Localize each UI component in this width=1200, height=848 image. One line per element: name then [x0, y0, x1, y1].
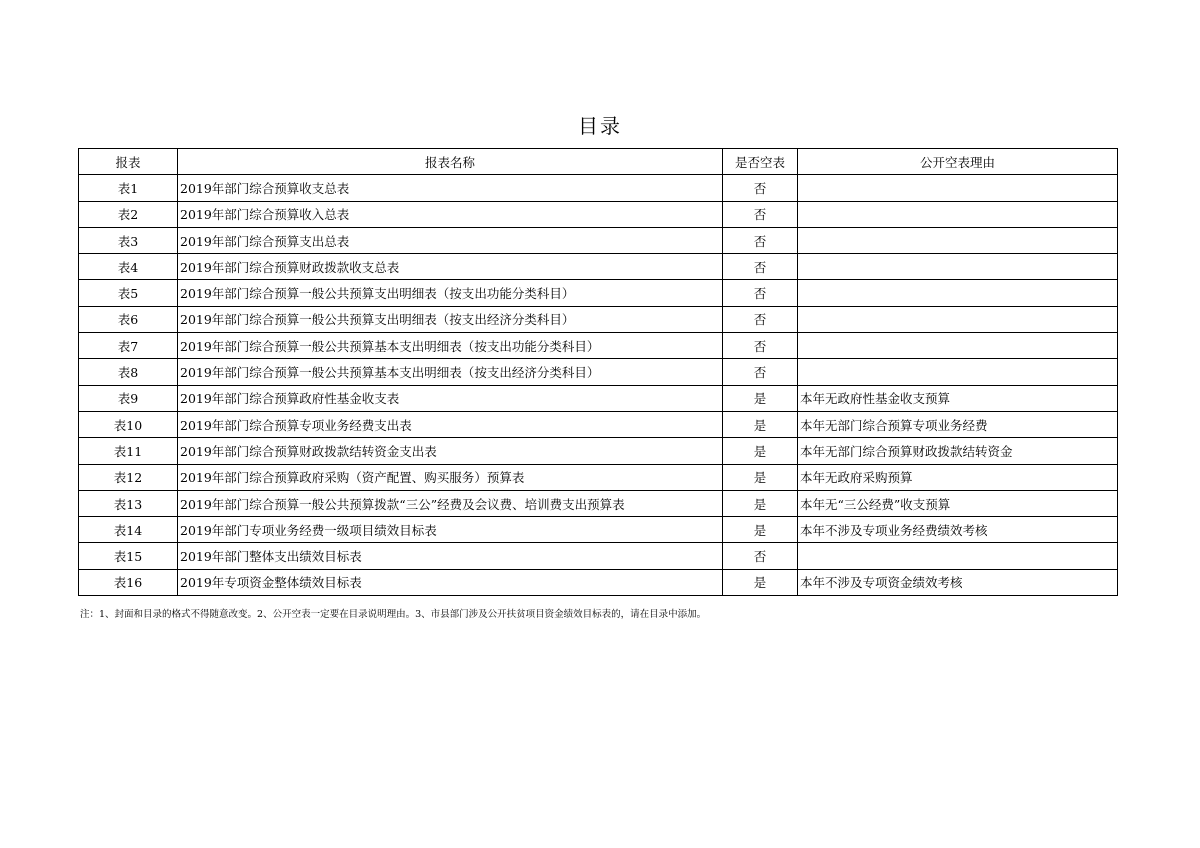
cell-report-name: 2019年部门综合预算收入总表	[178, 201, 723, 227]
cell-empty-reason	[798, 175, 1118, 201]
table-row	[79, 280, 1118, 306]
cell-empty-reason: 本年无政府采购预算	[798, 464, 1118, 490]
cell-report-id: 表8	[79, 359, 178, 385]
cell-report-name: 2019年部门综合预算一般公共预算拨款“三公”经费及会议费、培训费支出预算表	[178, 490, 723, 516]
cell-report-name: 2019年部门综合预算一般公共预算支出明细表（按支出功能分类科目）	[178, 280, 723, 306]
cell-report-name: 2019年部门综合预算财政拨款结转资金支出表	[178, 438, 723, 464]
cell-is-empty: 否	[723, 359, 798, 385]
cell-empty-reason	[798, 201, 1118, 227]
table-row	[79, 175, 1118, 201]
cell-report-name: 2019年专项资金整体绩效目标表	[178, 569, 723, 595]
cell-report-id: 表15	[79, 543, 178, 569]
cell-report-name: 2019年部门综合预算收支总表	[178, 175, 723, 201]
table-row	[79, 254, 1118, 280]
header-report: 报表	[79, 149, 178, 175]
table-row	[79, 543, 1118, 569]
table-row	[79, 438, 1118, 464]
cell-report-id: 表3	[79, 227, 178, 253]
cell-empty-reason: 本年无部门综合预算财政拨款结转资金	[798, 438, 1118, 464]
page-title: 目录	[578, 114, 622, 138]
table-row	[79, 490, 1118, 516]
cell-is-empty: 否	[723, 254, 798, 280]
cell-report-name: 2019年部门综合预算一般公共预算支出明细表（按支出经济分类科目）	[178, 306, 723, 332]
cell-empty-reason	[798, 333, 1118, 359]
cell-report-name: 2019年部门综合预算一般公共预算基本支出明细表（按支出功能分类科目）	[178, 333, 723, 359]
table-row	[79, 517, 1118, 543]
cell-empty-reason	[798, 359, 1118, 385]
cell-is-empty: 否	[723, 333, 798, 359]
cell-report-id: 表1	[79, 175, 178, 201]
header-is-empty: 是否空表	[723, 149, 798, 175]
table-row	[79, 306, 1118, 332]
cell-report-id: 表14	[79, 517, 178, 543]
cell-report-name: 2019年部门综合预算支出总表	[178, 227, 723, 253]
table-row	[79, 227, 1118, 253]
cell-empty-reason: 本年无“三公经费”收支预算	[798, 490, 1118, 516]
cell-report-name: 2019年部门综合预算财政拨款收支总表	[178, 254, 723, 280]
cell-report-name: 2019年部门综合预算政府采购（资产配置、购买服务）预算表	[178, 464, 723, 490]
cell-empty-reason: 本年无政府性基金收支预算	[798, 385, 1118, 411]
cell-report-id: 表7	[79, 333, 178, 359]
toc-table	[78, 148, 1118, 596]
cell-report-id: 表5	[79, 280, 178, 306]
table-row	[79, 333, 1118, 359]
cell-report-name: 2019年部门综合预算政府性基金收支表	[178, 385, 723, 411]
cell-report-name: 2019年部门专项业务经费一级项目绩效目标表	[178, 517, 723, 543]
cell-is-empty: 是	[723, 385, 798, 411]
cell-is-empty: 否	[723, 227, 798, 253]
cell-report-id: 表9	[79, 385, 178, 411]
table-row	[79, 385, 1118, 411]
cell-report-name: 2019年部门综合预算一般公共预算基本支出明细表（按支出经济分类科目）	[178, 359, 723, 385]
table-body	[79, 175, 1118, 596]
cell-empty-reason: 本年不涉及专项资金绩效考核	[798, 569, 1118, 595]
cell-report-id: 表6	[79, 306, 178, 332]
table-row	[79, 569, 1118, 595]
cell-is-empty: 是	[723, 517, 798, 543]
footnote: 注：1、封面和目录的格式不得随意改变。2、公开空表一定要在目录说明理由。3、市县部门涉及公开扶贫项目资金绩效目标表的，请在目录中添加。	[80, 609, 707, 620]
cell-report-name: 2019年部门综合预算专项业务经费支出表	[178, 411, 723, 437]
cell-report-id: 表12	[79, 464, 178, 490]
table-row	[79, 359, 1118, 385]
table-row	[79, 464, 1118, 490]
cell-empty-reason	[798, 254, 1118, 280]
cell-is-empty: 否	[723, 201, 798, 227]
header-empty-reason: 公开空表理由	[798, 149, 1118, 175]
cell-is-empty: 是	[723, 464, 798, 490]
cell-is-empty: 是	[723, 490, 798, 516]
cell-empty-reason	[798, 543, 1118, 569]
header-report-name: 报表名称	[178, 149, 723, 175]
table-header-row	[79, 149, 1118, 175]
cell-report-id: 表11	[79, 438, 178, 464]
cell-report-id: 表16	[79, 569, 178, 595]
table-row	[79, 201, 1118, 227]
cell-empty-reason: 本年无部门综合预算专项业务经费	[798, 411, 1118, 437]
table-row	[79, 411, 1118, 437]
cell-empty-reason	[798, 280, 1118, 306]
cell-report-id: 表4	[79, 254, 178, 280]
cell-empty-reason	[798, 227, 1118, 253]
cell-empty-reason	[798, 306, 1118, 332]
cell-report-id: 表13	[79, 490, 178, 516]
cell-is-empty: 否	[723, 306, 798, 332]
cell-report-id: 表10	[79, 411, 178, 437]
cell-is-empty: 是	[723, 438, 798, 464]
cell-is-empty: 是	[723, 569, 798, 595]
cell-is-empty: 否	[723, 175, 798, 201]
cell-report-name: 2019年部门整体支出绩效目标表	[178, 543, 723, 569]
cell-is-empty: 是	[723, 411, 798, 437]
cell-report-id: 表2	[79, 201, 178, 227]
cell-is-empty: 否	[723, 280, 798, 306]
cell-empty-reason: 本年不涉及专项业务经费绩效考核	[798, 517, 1118, 543]
cell-is-empty: 否	[723, 543, 798, 569]
